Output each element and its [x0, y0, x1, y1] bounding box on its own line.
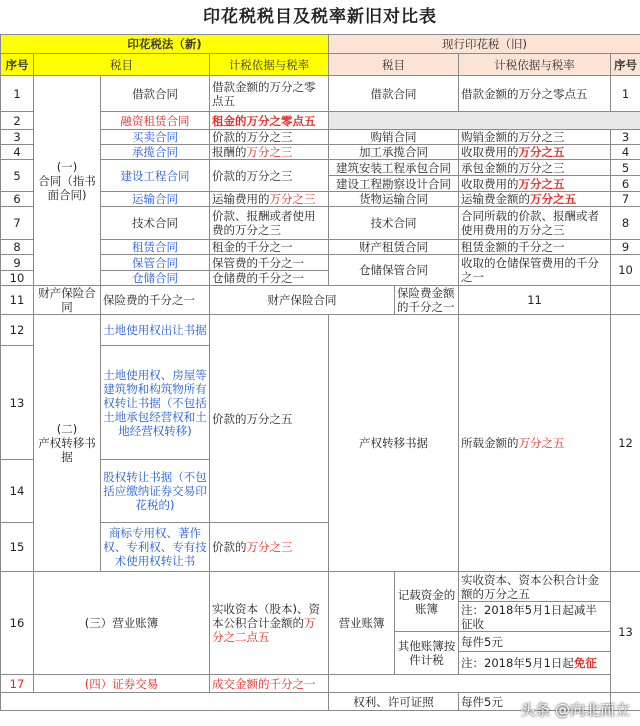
item-old: 加工承揽合同 [329, 145, 459, 160]
seq-new: 17 [1, 675, 34, 693]
basis-old [459, 145, 611, 160]
seq-new: 7 [1, 207, 34, 240]
rate-highlight: 万分之二点五 [212, 616, 316, 644]
basis-old: 收取的仓储保管费用的千分之一 [459, 255, 611, 286]
header-basis-new: 计税依据与税率 [210, 54, 329, 76]
rate-highlight: 万分之五 [518, 436, 565, 450]
basis-text: 运输费金额的 [461, 192, 531, 206]
seq-new: 10 [1, 271, 34, 286]
item-new: (四）证券交易 [34, 675, 210, 693]
seq-new: 15 [1, 523, 34, 572]
rate-highlight: 万分之三 [246, 145, 293, 159]
header-new-law: 印花税法（新) [1, 35, 329, 54]
seq-new: 8 [1, 240, 34, 255]
basis-new: 保险费的千分之一 [101, 286, 210, 315]
item-new: (三）营业账簿 [34, 572, 210, 675]
item-new: 建设工程合同 [101, 160, 210, 192]
basis-text: 所载金额的 [461, 436, 519, 450]
empty-cell [1, 693, 329, 711]
item-old: 建筑安装工程承包合同 [329, 160, 459, 176]
basis-text: 实收资本（股本)、资本公积合计金额的 [212, 602, 320, 630]
basis-new: 价款、报酬或者使用费的万分之三 [210, 207, 329, 240]
basis-old: 每件5元 [459, 693, 611, 711]
item-old: 购销合同 [329, 130, 459, 145]
basis-text: 收取费用的 [461, 176, 519, 191]
item-new: 融资租赁合同 [101, 112, 210, 130]
seq-old: 5 [611, 160, 640, 176]
basis-old [459, 315, 611, 572]
rate-highlight: 万分之五 [530, 192, 577, 206]
group-number: (二) [56, 422, 78, 436]
seq-new: 1 [1, 76, 34, 112]
basis-new: 租金的万分之零点五 [210, 112, 329, 130]
group-text: 合同（指书面合同) [38, 173, 96, 202]
group-text: 产权转移书据 [38, 436, 96, 464]
note-text: 注：2018年5月1日起 [461, 656, 574, 670]
seq-old: 10 [611, 255, 640, 286]
basis-new: 价款的万分之五 [210, 315, 329, 523]
item-new: 租赁合同 [101, 240, 210, 255]
group-contract-label [34, 76, 101, 286]
seq-new: 9 [1, 255, 34, 271]
rate-highlight: 万分之五 [518, 145, 565, 159]
header-current: 现行印花税（旧) [329, 35, 640, 54]
exempt-highlight: 免征 [573, 656, 597, 670]
basis-text: 价款的 [212, 540, 247, 554]
basis-text: 收取费用的 [461, 145, 519, 159]
basis-text: 报酬的 [212, 145, 247, 159]
basis-old: 保险费金额的千分之一 [395, 286, 459, 315]
item-old: 货物运输合同 [329, 192, 459, 207]
item-new: 买卖合同 [101, 130, 210, 145]
basis-old: 每件5元 [459, 632, 611, 652]
header-seq-new: 序号 [1, 54, 34, 76]
item-new: 土地使用权出让书据 [101, 315, 210, 346]
basis-old [459, 192, 611, 207]
seq-old: 8 [611, 207, 640, 240]
seq-old: 9 [611, 240, 640, 255]
group-number: (一) [56, 159, 78, 174]
basis-new: 租金的千分之一 [210, 240, 329, 255]
basis-old: 承包金额的万分之三 [459, 160, 611, 176]
basis-old [459, 176, 611, 192]
item-new: 借款合同 [101, 76, 210, 112]
header-seq-old: 序号 [611, 54, 640, 76]
basis-new [210, 192, 329, 207]
watermark: 头条 @向北而立 [520, 701, 630, 719]
rate-highlight: 万分之三 [246, 540, 293, 554]
header-item-new: 税目 [34, 54, 210, 76]
item-new: 商标专用权、著作权、专利权、专有技术使用权转让书 [101, 523, 210, 572]
item-old: 权利、许可证照 [329, 693, 459, 711]
item-old: 产权转移书据 [329, 315, 459, 572]
seq-old: 1 [611, 76, 640, 112]
basis-old: 实收资本、资本公积合计金额的万分之五 [459, 572, 611, 602]
note-old: 注：2018年5月1日起减半征收 [459, 602, 611, 632]
rate-highlight: 万分之三 [269, 192, 316, 206]
seq-new: 13 [1, 346, 34, 460]
seq-new: 3 [1, 130, 34, 145]
seq-new: 12 [1, 315, 34, 346]
seq-new: 6 [1, 192, 34, 207]
empty-cell [329, 112, 640, 130]
basis-new: 价款的万分之三 [210, 130, 329, 145]
item-new: 技术合同 [101, 207, 210, 240]
basis-new: 仓储费的千分之一 [210, 271, 329, 286]
item-new: 股权转让书据（不包括应缴纳证券交易印花税的) [101, 460, 210, 523]
item-old: 建设工程勘察设计合同 [329, 176, 459, 192]
basis-new [210, 523, 329, 572]
basis-new [210, 145, 329, 160]
seq-new: 5 [1, 160, 34, 192]
seq-old: 11 [459, 286, 611, 315]
seq-old: 4 [611, 145, 640, 160]
seq-old: 12 [611, 315, 640, 572]
item-old: 技术合同 [329, 207, 459, 240]
sub-item-old: 记载资金的账簿 [395, 572, 459, 632]
basis-text: 运输费用的 [212, 192, 270, 206]
header-item-old: 税目 [329, 54, 459, 76]
item-new: 运输合同 [101, 192, 210, 207]
sub-item-old: 其他账簿按件计税 [395, 632, 459, 675]
basis-old: 购销金额的万分之三 [459, 130, 611, 145]
group-transfer-label [34, 315, 101, 572]
item-new: 仓储合同 [101, 271, 210, 286]
empty-cell [329, 675, 611, 693]
item-new: 承揽合同 [101, 145, 210, 160]
comparison-table [0, 34, 640, 711]
item-old: 财产租赁合同 [329, 240, 459, 255]
basis-old: 租赁金额的千分之一 [459, 240, 611, 255]
page-title: 印花税税目及税率新旧对比表 [203, 7, 437, 27]
basis-old: 借款金额的万分之零点五 [459, 76, 611, 112]
seq-new: 4 [1, 145, 34, 160]
seq-old: 3 [611, 130, 640, 145]
rate-highlight: 万分之五 [518, 176, 565, 191]
item-new: 土地使用权、房屋等建筑物和构筑物所有权转让书据（不包括土地承包经营权和土地经营权转移) [101, 346, 210, 460]
item-old: 营业账簿 [329, 572, 395, 675]
basis-new: 价款的万分之三 [210, 160, 329, 192]
seq-new: 2 [1, 112, 34, 130]
item-old: 仓储保管合同 [329, 255, 459, 286]
seq-old: 6 [611, 176, 640, 192]
seq-old: 7 [611, 192, 640, 207]
basis-new [210, 572, 329, 675]
basis-new: 借款金额的万分之零点五 [210, 76, 329, 112]
header-basis-old: 计税依据与税率 [459, 54, 611, 76]
item-old: 财产保险合同 [210, 286, 395, 315]
basis-old: 合同所载的价款、报酬或者使用费用的万分之三 [459, 207, 611, 240]
basis-new: 成交金额的千分之一 [210, 675, 329, 693]
note-old [459, 652, 611, 675]
item-new: 财产保险合同 [34, 286, 101, 315]
seq-new: 11 [1, 286, 34, 315]
item-new: 保管合同 [101, 255, 210, 271]
seq-new: 16 [1, 572, 34, 675]
seq-old: 13 [611, 572, 640, 693]
item-old: 借款合同 [329, 76, 459, 112]
seq-new: 14 [1, 460, 34, 523]
basis-new: 保管费的千分之一 [210, 255, 329, 271]
